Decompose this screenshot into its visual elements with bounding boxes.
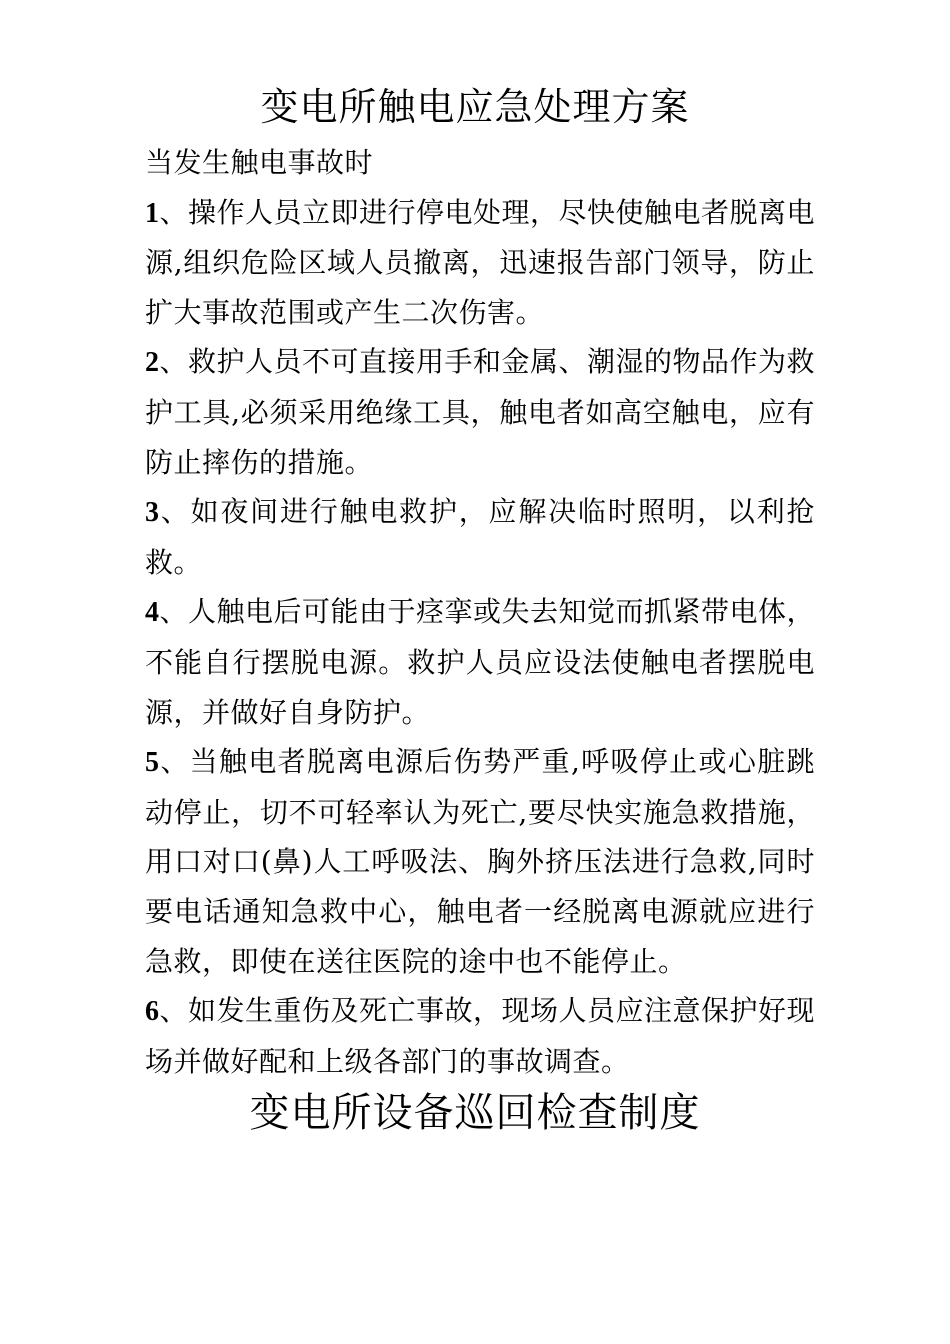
item-text: 、人触电后可能由于痉挛或失去知觉而抓紧带电体，不能自行摆脱电源。救护人员应设法使触电者摆脱电源，并做好自身防护。 [145,595,816,729]
list-item [145,587,815,737]
document-title: 变电所触电应急处理方案 [260,85,690,129]
item-number: 2 [145,347,160,379]
list-item [145,337,815,487]
list-item [145,487,815,587]
item-text: 、操作人员立即进行停电处理，尽快使触电者脱离电源,组织危险区域人员撤离，迅速报告部门领导，防止扩大事故范围或产生二次伤害。 [145,195,816,329]
next-section-title: 变电所设备巡回检查制度 [249,1090,701,1136]
item-text: 、救护人员不可直接用手和金属、潮湿的物品作为救护工具,必须采用绝缘工具，触电者如高空触电，应有防止摔伤的措施。 [145,345,816,479]
item-number: 5 [145,747,160,779]
item-number: 1 [145,197,160,229]
item-number: 4 [145,597,160,629]
item-text: 、如发生重伤及死亡事故，现场人员应注意保护好现场并做好配和上级各部门的事故调查。 [145,994,816,1078]
item-number: 3 [145,497,160,529]
document-body [145,138,815,1086]
item-text: 、如夜间进行触电救护，应解决临时照明，以利抢救。 [145,495,815,579]
item-text: 、当触电者脱离电源后伤势严重,呼吸停止或心脏跳动停止，切不可轻率认为死亡,要尽快实施急救措施，用口对口(鼻)人工呼吸法、胸外挤压法进行急救,同时要电话通知急救中心，触电者一经脱离电源就应进行急救，即使在送往医院的途中也不能停止。 [145,745,815,978]
list-item [145,737,815,986]
list-item [145,986,815,1086]
intro-line: 当发生触电事故时 [145,146,374,179]
item-number: 6 [145,996,160,1028]
list-item [145,188,815,338]
